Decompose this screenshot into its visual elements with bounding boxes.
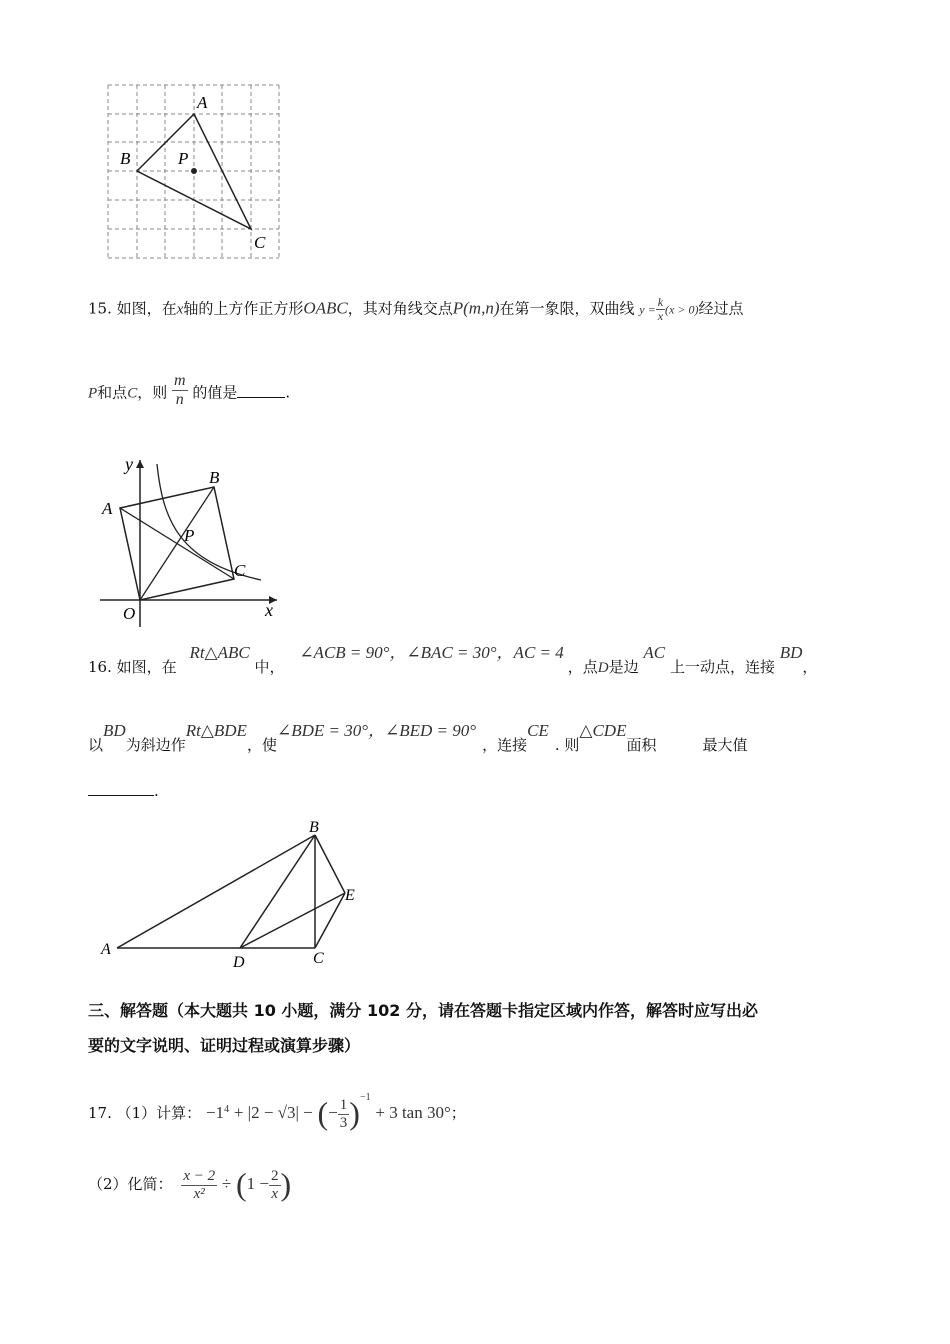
q16-number: 16. [88,658,112,676]
point-p [191,168,197,174]
section-3-heading-line1: 三、解答题（本大题共 10 小题，满分 102 分，请在答题卡指定区域内作答，解答时应写出必 [88,1001,758,1020]
label-a: A [197,93,208,112]
q16-line3: . [88,782,159,800]
q17-part2: （2）化简： $\frac{x - 2}{\text{x²}}$ ÷ (1 − $\frac{2}{x}$ ) [88,1166,292,1202]
answer-blank[interactable] [237,397,285,398]
label-o: O [123,604,136,623]
label-p: P [178,149,189,168]
q15-line1: 15. 如图，在x轴的上方作正方形OABC，其对角线交点P(m,n)在第一象限，双曲线 y = $\frac{k}{x}$ (x > 0)经过点 [88,295,744,324]
answer-blank[interactable] [88,795,154,796]
section-3-heading-line2: 要的文字说明、证明过程或演算步骤） [88,1036,361,1055]
q15-line2: P和点C，则 $\frac{m}{n}$ 的值是 . [88,372,291,408]
label-a: A [101,941,111,958]
label-b: B [309,819,319,836]
label-c: C [254,233,266,252]
label-e: E [345,887,355,904]
label-b: B [120,149,131,168]
figure-q14 [100,80,290,265]
label-y: y [125,454,133,474]
label-a: A [102,499,113,518]
figure-q16 [95,815,370,970]
label-b: B [209,468,220,487]
q16-line2: 以BD为斜边作Rt△BDE，使∠BDE = 30°，∠BED = 90°，连接CE. 则△CDE面积 最大值 [88,721,748,754]
q16-line1: 16. 如图，在 Rt△ABC 中， ∠ACB = 90°，∠BAC = 30°，AC = 4，点D是边 AC 上一动点，连接 BD， [88,643,818,676]
label-x: x [265,600,273,620]
label-d: D [233,954,245,970]
fraction-m-over-n: $\frac{m}{n}$ [174,372,186,408]
q17-part1: 17. （1）计算： $-1^4 + |2 - √3|$ − (− $\frac{1}{3}$ )$^{-1}$ + 3 tan 30°； [88,1092,466,1131]
label-p: P [184,526,195,545]
label-c: C [234,561,246,580]
figure-q15 [95,452,285,627]
q15-number: 15. [88,299,112,318]
q17-number: 17. [88,1104,112,1122]
label-c: C [313,950,324,967]
